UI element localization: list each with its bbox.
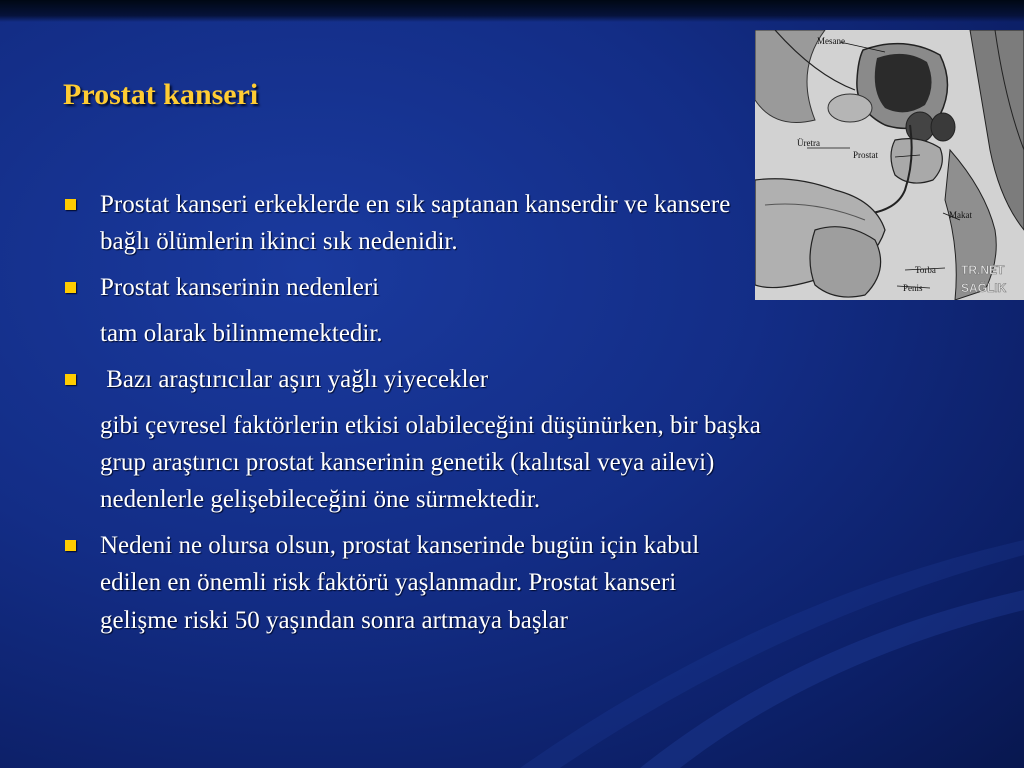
bullet-square-icon — [65, 282, 76, 293]
bullet-square-icon — [65, 540, 76, 551]
continuation-line: gibi çevresel faktörlerin etkisi olabileceğini düşünürken, bir başka — [100, 412, 761, 439]
bullet-line: Bazı araştırıcılar aşırı yağlı yiyecekler — [100, 366, 489, 393]
prostate-anatomy-illustration — [755, 30, 1024, 300]
bullet-continuation — [62, 315, 962, 352]
continuation-line: tam olarak bilinmemektedir. — [100, 320, 383, 347]
bullet-line: bağlı ölümlerin ikinci sık nedenidir. — [100, 228, 458, 255]
label-uretra: Üretra — [797, 138, 820, 148]
bullet-line: Nedeni ne olursa olsun, prostat kanserinde bugün için kabul — [100, 532, 700, 559]
bullet-item — [62, 361, 962, 398]
bullet-line: Prostat kanseri erkeklerde en sık saptanan kanserdir ve kansere — [100, 191, 731, 218]
bullet-continuation — [62, 407, 962, 518]
label-penis: Penis — [903, 283, 923, 293]
bullet-item — [62, 527, 962, 601]
anatomy-figure — [755, 30, 1024, 300]
watermark-line1: TR.NET — [961, 263, 1005, 277]
bullet-square-icon — [65, 374, 76, 385]
continuation-line: grup araştırıcı prostat kanserinin genetik (kalıtsal veya ailevi) — [100, 449, 715, 476]
label-prostat: Prostat — [853, 150, 879, 160]
continuation-line: gelişme riski 50 yaşından sonra artmaya başlar — [100, 607, 568, 634]
label-torba: Torba — [915, 265, 936, 275]
bullet-line: Prostat kanserinin nedenleri — [100, 274, 380, 301]
bullet-continuation — [62, 602, 962, 639]
top-dark-band — [0, 0, 1024, 22]
slide-title: Prostat kanseri — [63, 78, 259, 111]
bullet-square-icon — [65, 199, 76, 210]
label-mesane: Mesane — [817, 36, 845, 46]
continuation-line: nedenlerle gelişebileceğini öne sürmektedir. — [100, 486, 541, 513]
bullet-line: edilen en önemli risk faktörü yaşlanmadır. Prostat kanseri — [100, 569, 677, 596]
watermark-line2: SAĞLIK — [961, 281, 1007, 295]
label-makat: Makat — [949, 210, 972, 220]
